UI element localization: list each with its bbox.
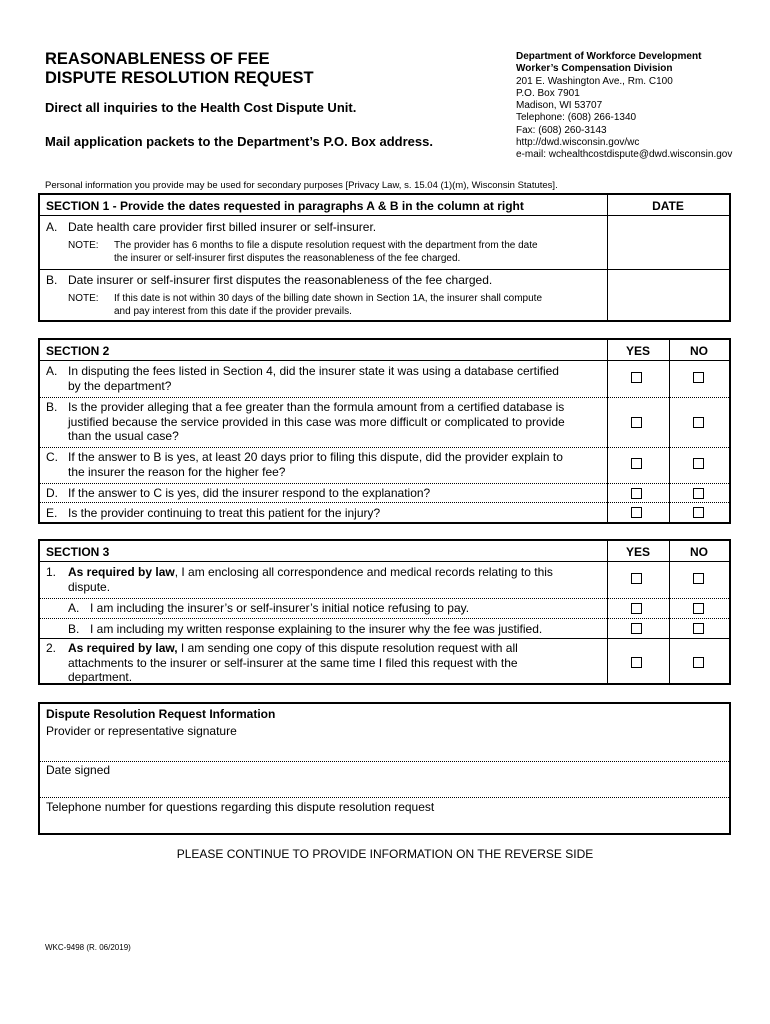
section1-box — [38, 193, 731, 322]
section3-item1b-yes-checkbox[interactable] — [631, 623, 642, 634]
section1-a-note-label: NOTE: — [68, 240, 99, 251]
section2-e-text: Is the provider continuing to treat this patient for the injury? — [68, 506, 381, 520]
privacy-notice: Personal information you provide may be used for secondary purposes [Privacy Law, s. 15.04 (1)(m), Wisconsin Statutes]. — [45, 180, 558, 191]
date-signed-field[interactable] — [40, 762, 729, 797]
section1-b-note-line2: and pay interest from this date if the provider prevails. — [114, 305, 352, 317]
section2-b-yes-checkbox[interactable] — [631, 417, 642, 428]
fax: Fax: (608) 260-3143 — [516, 124, 607, 136]
section2-a-no-checkbox[interactable] — [693, 372, 704, 383]
department-name: Department of Workforce Development — [516, 51, 702, 62]
telephone-label: Telephone number for questions regarding this dispute resolution request — [46, 800, 435, 814]
section3-item2-yes-checkbox[interactable] — [631, 657, 642, 668]
section2-b-text — [68, 400, 565, 444]
section2-a-line2: by the department? — [68, 378, 172, 393]
section3-item1a-no-checkbox[interactable] — [693, 603, 704, 614]
section2-b-no-checkbox[interactable] — [693, 417, 704, 428]
section2-a-yes-checkbox[interactable] — [631, 372, 642, 383]
section2-e-yes-checkbox[interactable] — [631, 507, 642, 518]
section3-item2-no-checkbox[interactable] — [693, 657, 704, 668]
division-name: Worker’s Compensation Division — [516, 63, 673, 75]
section1-b-note-label: NOTE: — [68, 293, 99, 304]
section2-d-text: If the answer to C is yes, did the insurer respond to the explanation? — [68, 486, 431, 500]
mail-instruction: Mail application packets to the Department’s P.O. Box address. — [45, 134, 433, 149]
section2-e-no-checkbox[interactable] — [693, 507, 704, 518]
section3-item1a-text: I am including the insurer’s or self-insurer’s initial notice refusing to pay. — [90, 601, 470, 615]
website: http://dwd.wisconsin.gov/wc — [516, 137, 640, 149]
section3-item1b-letter: B. — [68, 622, 80, 636]
section2-a-letter: A. — [46, 364, 58, 378]
section2-d-letter: D. — [46, 486, 58, 500]
section3-heading: SECTION 3 — [46, 545, 110, 559]
form-title-line1: REASONABLENESS OF FEE — [45, 50, 270, 68]
section3-box — [38, 539, 731, 685]
inquiries-instruction: Direct all inquiries to the Health Cost Dispute Unit. — [45, 100, 357, 115]
section1-b-letter: B. — [46, 273, 58, 287]
continue-notice: PLEASE CONTINUE TO PROVIDE INFORMATION ON THE REVERSE SIDE — [176, 847, 594, 861]
section2-d-no-checkbox[interactable] — [693, 488, 704, 499]
section2-box — [38, 338, 731, 524]
section3-item2-bold: As required by law, — [68, 641, 178, 655]
section2-a-text — [68, 364, 559, 393]
section1-b-note-line1: If this date is not within 30 days of the billing date shown in Section 1A, the insurer shall compute — [114, 293, 543, 304]
email: e-mail: wchealthcostdispute@dwd.wisconsin.gov — [516, 149, 733, 161]
po-box: P.O. Box 7901 — [516, 87, 580, 99]
section2-b-line3: than the usual case? — [68, 429, 179, 443]
section3-item1-number: 1. — [46, 565, 57, 579]
section2-a-line1: In disputing the fees listed in Section 4, did the insurer state it was using a database certified — [68, 364, 559, 378]
section2-c-letter: C. — [46, 450, 58, 464]
city-state-zip: Madison, WI 53707 — [516, 100, 603, 112]
signature-label: Provider or representative signature — [46, 724, 237, 738]
section2-b-letter: B. — [46, 400, 58, 414]
section1-b-text: Date insurer or self-insurer first disputes the reasonableness of the fee charged. — [68, 273, 493, 287]
section3-item1a-yes-checkbox[interactable] — [631, 603, 642, 614]
section1-a-note — [114, 240, 538, 265]
section1-a-text: Date health care provider first billed insurer or self-insurer. — [68, 220, 377, 234]
section2-no-header: NO — [690, 344, 708, 358]
section2-yes-header: YES — [625, 344, 650, 358]
section2-heading: SECTION 2 — [46, 344, 110, 358]
section3-item1-text — [68, 565, 604, 594]
section1-a-note-line2: the insurer or self-insurer first disputes the reasonableness of the fee charged. — [114, 252, 461, 264]
section1-a-letter: A. — [46, 220, 58, 234]
section2-d-yes-checkbox[interactable] — [631, 488, 642, 499]
section1-a-note-line1: The provider has 6 months to file a dispute resolution request with the department from the date — [114, 240, 538, 251]
section1-heading: SECTION 1 - Provide the dates requested in paragraphs A & B in the column at right — [46, 199, 524, 213]
section3-item2-line3: department. — [68, 670, 133, 684]
department-address-block — [516, 51, 732, 162]
form-title — [45, 50, 314, 88]
section3-item1-rest: , I am enclosing all correspondence and medical records relating to this — [174, 565, 553, 579]
telephone: Telephone: (608) 266-1340 — [516, 112, 637, 124]
request-info-heading: Dispute Resolution Request Information — [46, 707, 276, 721]
section1-b-date-field[interactable] — [608, 270, 729, 320]
section2-c-yes-checkbox[interactable] — [631, 458, 642, 469]
section2-c-text — [68, 450, 563, 479]
section2-c-line2: the insurer the reason for the higher fee? — [68, 464, 286, 479]
section2-c-line1: If the answer to B is yes, at least 20 days prior to filing this dispute, did the provider explain to — [68, 450, 563, 464]
section1-b-note — [114, 293, 542, 318]
section3-item1a-letter: A. — [68, 601, 80, 615]
section3-item2-text — [68, 641, 604, 685]
section3-item2-rest: I am sending one copy of this dispute resolution request with all — [177, 641, 518, 655]
section3-item2-line2: attachments to the insurer or self-insurer at the same time I filed this request with the — [68, 655, 518, 670]
section3-item1-yes-checkbox[interactable] — [631, 573, 642, 584]
request-info-box — [38, 702, 731, 835]
section2-b-line2: justified because the service provided in this case was more difficult or complicated to provide — [68, 414, 565, 429]
form-title-line2: DISPUTE RESOLUTION REQUEST — [45, 69, 314, 87]
section3-item1-no-checkbox[interactable] — [693, 573, 704, 584]
street-address: 201 E. Washington Ave., Rm. C100 — [516, 75, 673, 87]
section3-item1b-text: I am including my written response explaining to the insurer why the fee was justified. — [90, 622, 543, 636]
section3-item1-line2: dispute. — [68, 579, 111, 594]
telephone-field[interactable] — [40, 798, 729, 833]
date-signed-label: Date signed — [46, 763, 111, 777]
form-number: WKC-9498 (R. 06/2019) — [45, 943, 131, 952]
date-column-header: DATE — [652, 199, 684, 213]
section2-c-no-checkbox[interactable] — [693, 458, 704, 469]
signature-field[interactable] — [40, 722, 729, 761]
section2-e-letter: E. — [46, 506, 58, 520]
section3-item1b-no-checkbox[interactable] — [693, 623, 704, 634]
section3-yes-header: YES — [625, 545, 650, 559]
section2-b-line1: Is the provider alleging that a fee greater than the formula amount from a certified database is — [68, 400, 565, 414]
section3-no-header: NO — [690, 545, 708, 559]
section3-item1-bold: As required by law — [68, 565, 175, 579]
section1-a-date-field[interactable] — [608, 216, 729, 269]
section3-item2-number: 2. — [46, 641, 57, 655]
